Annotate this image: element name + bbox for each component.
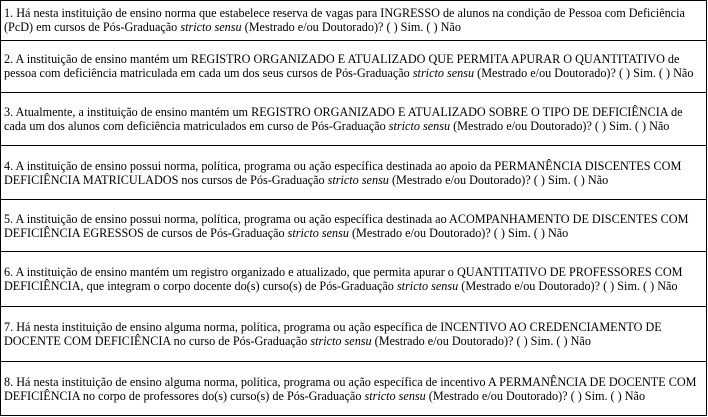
- question-row-4: [1, 146, 707, 199]
- question-3-text: [1, 92, 707, 145]
- question-3-after: (Mestrado e/ou Doutorado)? ( ) Sim. ( ) Não: [450, 119, 670, 134]
- question-5-italic: stricto sensu: [287, 225, 349, 240]
- question-1-text: [1, 1, 707, 41]
- question-row-8: [1, 362, 707, 416]
- question-7-text: [1, 306, 707, 362]
- question-4-text: [1, 146, 707, 199]
- question-row-1: [1, 1, 707, 41]
- question-8-italic: stricto sensu: [364, 388, 426, 403]
- question-1-before: 1. Há nesta instituição de ensino norma que estabelece reserva de vagas para INGRESSO de alunos na condição de Pessoa com Deficiência (PcD) em cursos de Pós-Graduação: [4, 6, 685, 35]
- question-2-italic: stricto sensu: [412, 66, 475, 81]
- question-7-before: 7. Há nesta instituição de ensino alguma norma, política, programa ou ação específica de INCENTIVO AO CREDENCIAMENTO DE DOCENTE COM DEFICIÊNCIA no curso de Pós-Graduação: [4, 320, 662, 349]
- question-4-italic: stricto sensu: [327, 172, 389, 187]
- question-2-after: (Mestrado e/ou Doutorado)? ( ) Sim. ( ) Não: [474, 66, 694, 81]
- question-6-text: [1, 252, 707, 307]
- question-6-after: (Mestrado e/ou Doutorado)? ( ) Sim. ( ) Não: [458, 279, 678, 294]
- question-row-2: [1, 40, 707, 92]
- question-4-after: (Mestrado e/ou Doutorado)? ( ) Sim. ( ) Não: [388, 172, 609, 187]
- question-4-before: 4. A instituição de ensino possui norma, política, programa ou ação específica destinada ao apoio da PERMANÊNCIA DISCENTES COM DEFICIÊNCIA MATRICULADOS nos cursos de Pós-Graduação: [4, 158, 682, 187]
- question-5-text: [1, 199, 707, 251]
- question-5-after: (Mestrado e/ou Doutorado)? ( ) Sim. ( ) Não: [348, 225, 569, 240]
- question-7-italic: stricto sensu: [310, 334, 372, 349]
- question-row-7: [1, 306, 707, 362]
- question-6-before: 6. A instituição de ensino mantém um registro organizado e atualizado, que permita apurar o QUANTITATIVO DE PROFESSORES COM DEFICIÊNCIA, que integram o corpo docente do(s) curso(s) de Pós-Graduação: [4, 265, 683, 294]
- question-3-italic: stricto sensu: [388, 119, 451, 134]
- question-7-after: (Mestrado e/ou Doutorado)? ( ) Sim. ( ) Não: [371, 334, 591, 349]
- question-1-italic: stricto sensu: [180, 20, 242, 35]
- question-8-before: 8. Há nesta instituição de ensino alguma norma, política, programa ou ação específica de incentivo A PERMANÊNCIA DE DOCENTE COM DEFICIÊNCIA no corpo de professores do(s) curso(s) de Pós-Graduação: [4, 374, 697, 403]
- question-1-after: (Mestrado e/ou Doutorado)? ( ) Sim. ( ) Não: [241, 20, 461, 35]
- question-8-text: [1, 362, 707, 416]
- question-8-after: (Mestrado e/ou Doutorado)? ( ) Sim. ( ) Não: [425, 388, 646, 403]
- question-3-before: 3. Atualmente, a instituição de ensino mantém um REGISTRO ORGANIZADO E ATUALIZADO SOBRE O TIPO DE DEFICIÊNCIA de cada um dos alunos com deficiência matriculados em curso de Pós-Graduação: [4, 105, 683, 134]
- question-2-before: 2. A instituição de ensino mantém um REGISTRO ORGANIZADO E ATUALIZADO QUE PERMITA APURAR O QUANTITATIVO de pessoa com deficiência matriculada em cada um dos seus cursos de Pós-Graduação: [4, 52, 680, 81]
- question-5-before: 5. A instituição de ensino possui norma, política, programa ou ação específica destinada ao ACOMPANHAMENTO DE DISCENTES COM DEFICIÊNCIA EGRESSOS de cursos de Pós-Graduação: [4, 211, 689, 240]
- question-row-6: [1, 252, 707, 307]
- question-2-text: [1, 40, 707, 92]
- question-row-5: [1, 199, 707, 251]
- question-6-italic: stricto sensu: [396, 279, 459, 294]
- question-row-3: [1, 92, 707, 145]
